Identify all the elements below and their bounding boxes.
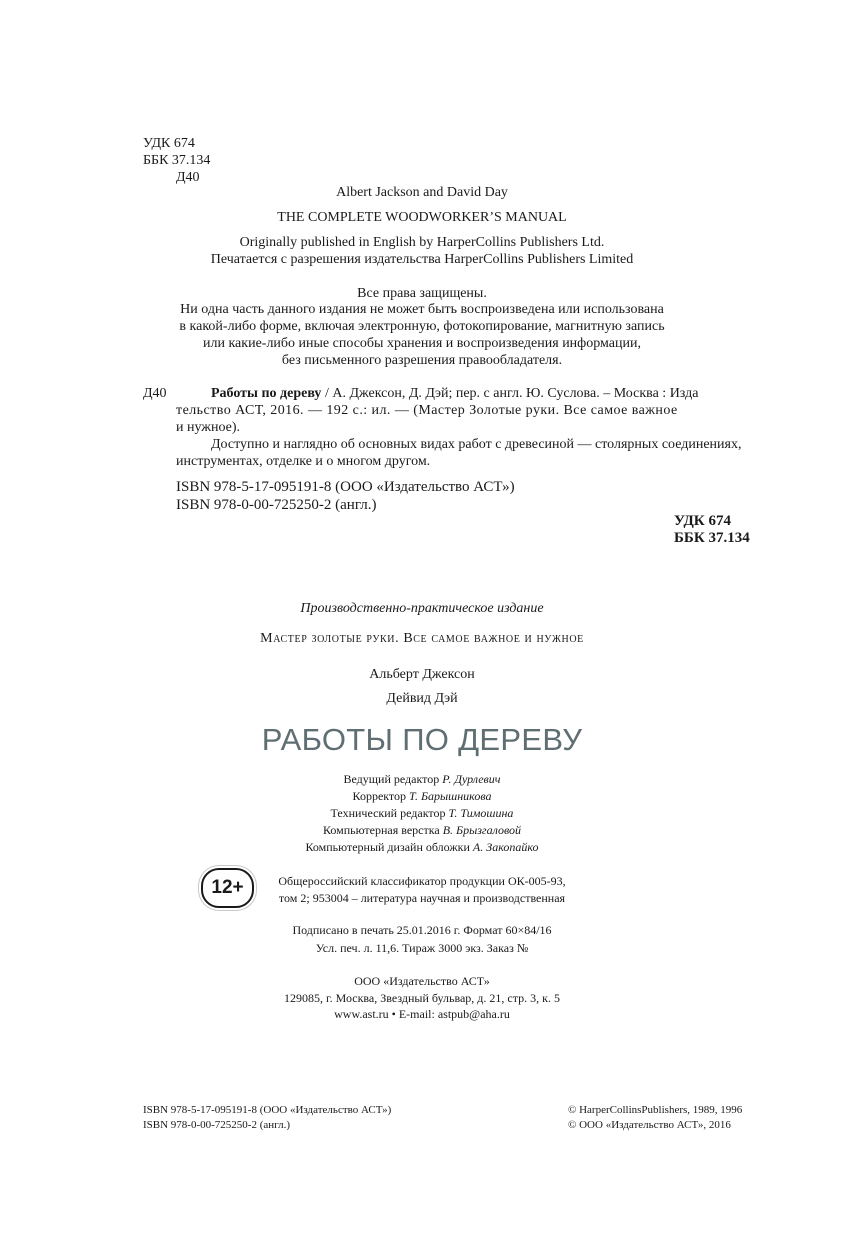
original-publisher: Originally published in English by HarperCollins Publishers Ltd. [239,235,605,250]
footer-isbn-1: ISBN 978-5-17-095191-8 (ООО «Издательство АСТ») [143,1104,392,1116]
publisher-name: ООО «Издательство АСТ» [354,974,490,988]
classifier-line-1: Общероссийский классификатор продукции ОК-005-93, [278,874,566,888]
original-title: THE COMPLETE WOODWORKER’S MANUAL [277,210,567,225]
print-info-line-1: Подписано в печать 25.01.2016 г. Формат 60×84/16 [292,923,552,937]
footer-copyright-1: © HarperCollinsPublishers, 1989, 1996 [568,1104,743,1116]
rights-line-1: Все права защищены. [357,286,487,301]
rights-line-3: в какой-либо форме, включая электронную, фотокопирование, магнитную запись [179,319,665,334]
isbn-primary: ISBN 978-5-17-095191-8 (ООО «Издательство АСТ») [176,479,515,495]
original-authors: Albert Jackson and David Day [336,185,508,200]
catalog-desc-line-3: и нужное). [176,420,241,435]
classifier-line-2: том 2; 953004 – литература научная и производственная [278,891,566,905]
publisher-address: 129085, г. Москва, Звездный бульвар, д. 21, стр. 3, к. 5 [284,991,560,1005]
udk-code: УДК 674 [143,136,195,151]
author-mark: Д40 [176,170,200,185]
permission-note: Печатается с разрешения издательства HarperCollins Publishers Limited [210,252,634,267]
credit-cover-design: Компьютерный дизайн обложки А. Закопайко [305,840,539,854]
edition-type: Производственно-практическое издание [300,601,544,616]
credit-tech-editor: Технический редактор Т. Тимошина [330,806,514,820]
catalog-desc-line-1 [211,385,764,402]
book-title: РАБОТЫ ПО ДЕРЕВУ [261,722,583,757]
annotation-line-2: инструментах, отделке и о многом другом. [176,454,431,469]
catalog-mark: Д40 [143,386,167,401]
catalog-bbk: ББК 37.134 [674,530,750,546]
credit-proofreader: Корректор Т. Барышникова [352,789,492,803]
print-info-line-2: Усл. печ. л. 11,6. Тираж 3000 экз. Заказ № [315,941,529,955]
credit-lead-editor: Ведущий редактор Р. Дурлевич [343,772,501,786]
bbk-code: ББК 37.134 [143,153,211,168]
footer-isbn-2: ISBN 978-0-00-725250-2 (англ.) [143,1119,291,1131]
catalog-desc-line-2: тельство АСТ, 2016. — 192 с.: ил. — (Мастер Золотые руки. Все самое важное [176,403,678,418]
footer-copyright-2: © ООО «Издательство АСТ», 2016 [568,1119,731,1131]
catalog-desc-rest: / А. Джексон, Д. Дэй; пер. с англ. Ю. Суслова. – Москва : Изда [321,386,699,401]
credit-layout: Компьютерная верстка В. Брызгаловой [322,823,522,837]
rights-line-5: без письменного разрешения правообладателя. [281,353,563,368]
author-2: Дейвид Дэй [386,691,458,706]
catalog-udk: УДК 674 [674,513,731,529]
isbn-english: ISBN 978-0-00-725250-2 (англ.) [176,497,377,513]
publisher-contacts: www.ast.ru • E-mail: astpub@aha.ru [334,1007,510,1021]
rights-line-4: или какие-либо иные способы хранения и воспроизведения информации, [203,336,641,351]
author-1: Альберт Джексон [369,667,475,682]
catalog-title: Работы по дереву [211,386,322,401]
series-title: Мастер золотые руки. Все самое важное и нужное [260,631,584,646]
age-rating-label: 12+ [211,877,244,898]
rights-line-2: Ни одна часть данного издания не может быть воспроизведена или использована [180,302,664,317]
annotation-line-1: Доступно и наглядно об основных видах работ с древесиной — столярных соединениях, [211,437,742,452]
